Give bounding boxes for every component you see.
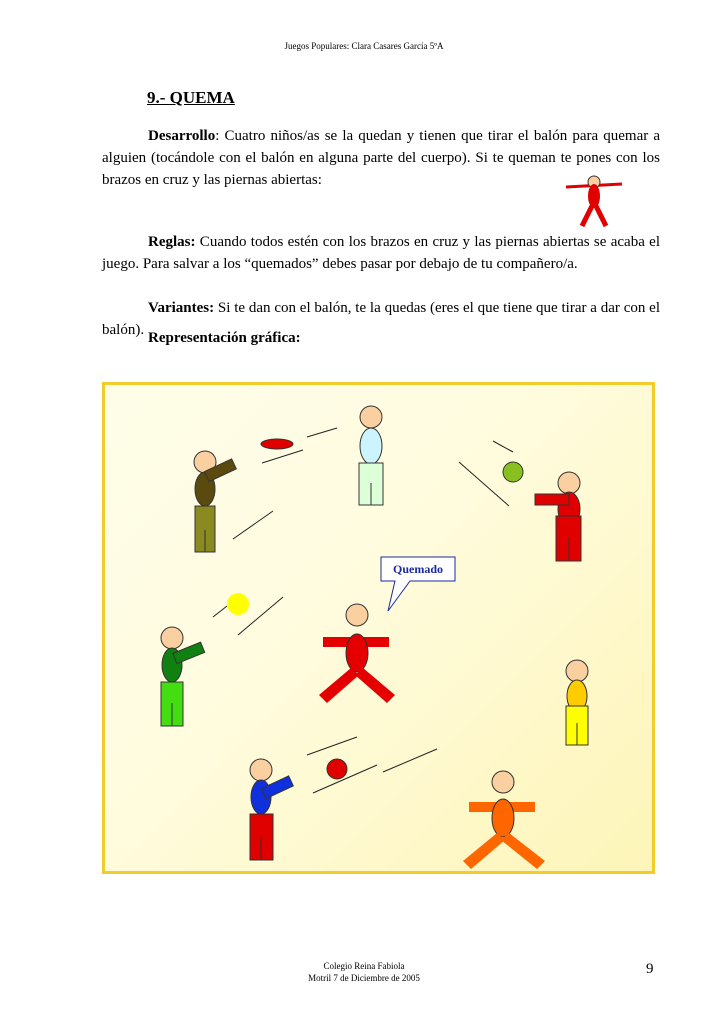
section-title: 9.- QUEMA xyxy=(147,88,235,107)
player-olive xyxy=(194,451,236,552)
variantes-text: Si te dan con el balón, te la quedas (eres el que tiene que tirar a dar con el balón). xyxy=(102,300,660,338)
representacion-heading: Representación gráfica: xyxy=(148,330,301,346)
yellow-ball xyxy=(227,593,249,615)
reglas-text: Cuando todos estén con los brazos en cruz y las piernas abiertas se acaba el juego. Para salvar a los “quemados” debes pasar por debajo de tu compañero/a. xyxy=(102,234,660,272)
reglas-label: Reglas: xyxy=(148,234,196,250)
footer-date: Motril 7 de Diciembre de 2005 xyxy=(308,973,420,983)
player-light-blue xyxy=(359,406,383,505)
green-ball xyxy=(503,462,523,482)
quemado-red-center xyxy=(319,604,395,703)
page-header: Juegos Populares: Clara Casares García 5ºA xyxy=(284,41,444,51)
red-ball xyxy=(327,759,347,779)
player-green xyxy=(161,627,205,726)
quemado-figure-icon xyxy=(562,174,626,234)
desarrollo-text: : Cuatro niños/as se la quedan y tienen que tirar el balón para quemar a alguien (tocándole con el balón en alguna parte del cuerpo). Si te queman te pones con los brazos en cruz y las piernas abiertas: xyxy=(102,128,660,188)
page-number: 9 xyxy=(646,961,654,977)
callout-label: Quemado xyxy=(392,562,443,576)
red-disc xyxy=(261,439,293,449)
player-red-right xyxy=(535,472,581,561)
footer-school: Colegio Reina Fabiola xyxy=(323,961,405,971)
reglas-paragraph xyxy=(102,231,660,275)
quemado-orange xyxy=(463,771,545,869)
variantes-label: Variantes: xyxy=(148,300,215,316)
player-yellow xyxy=(566,660,588,745)
game-illustration xyxy=(102,382,655,874)
page-footer xyxy=(0,960,728,984)
desarrollo-label: Desarrollo xyxy=(148,128,216,144)
player-blue xyxy=(250,759,293,860)
